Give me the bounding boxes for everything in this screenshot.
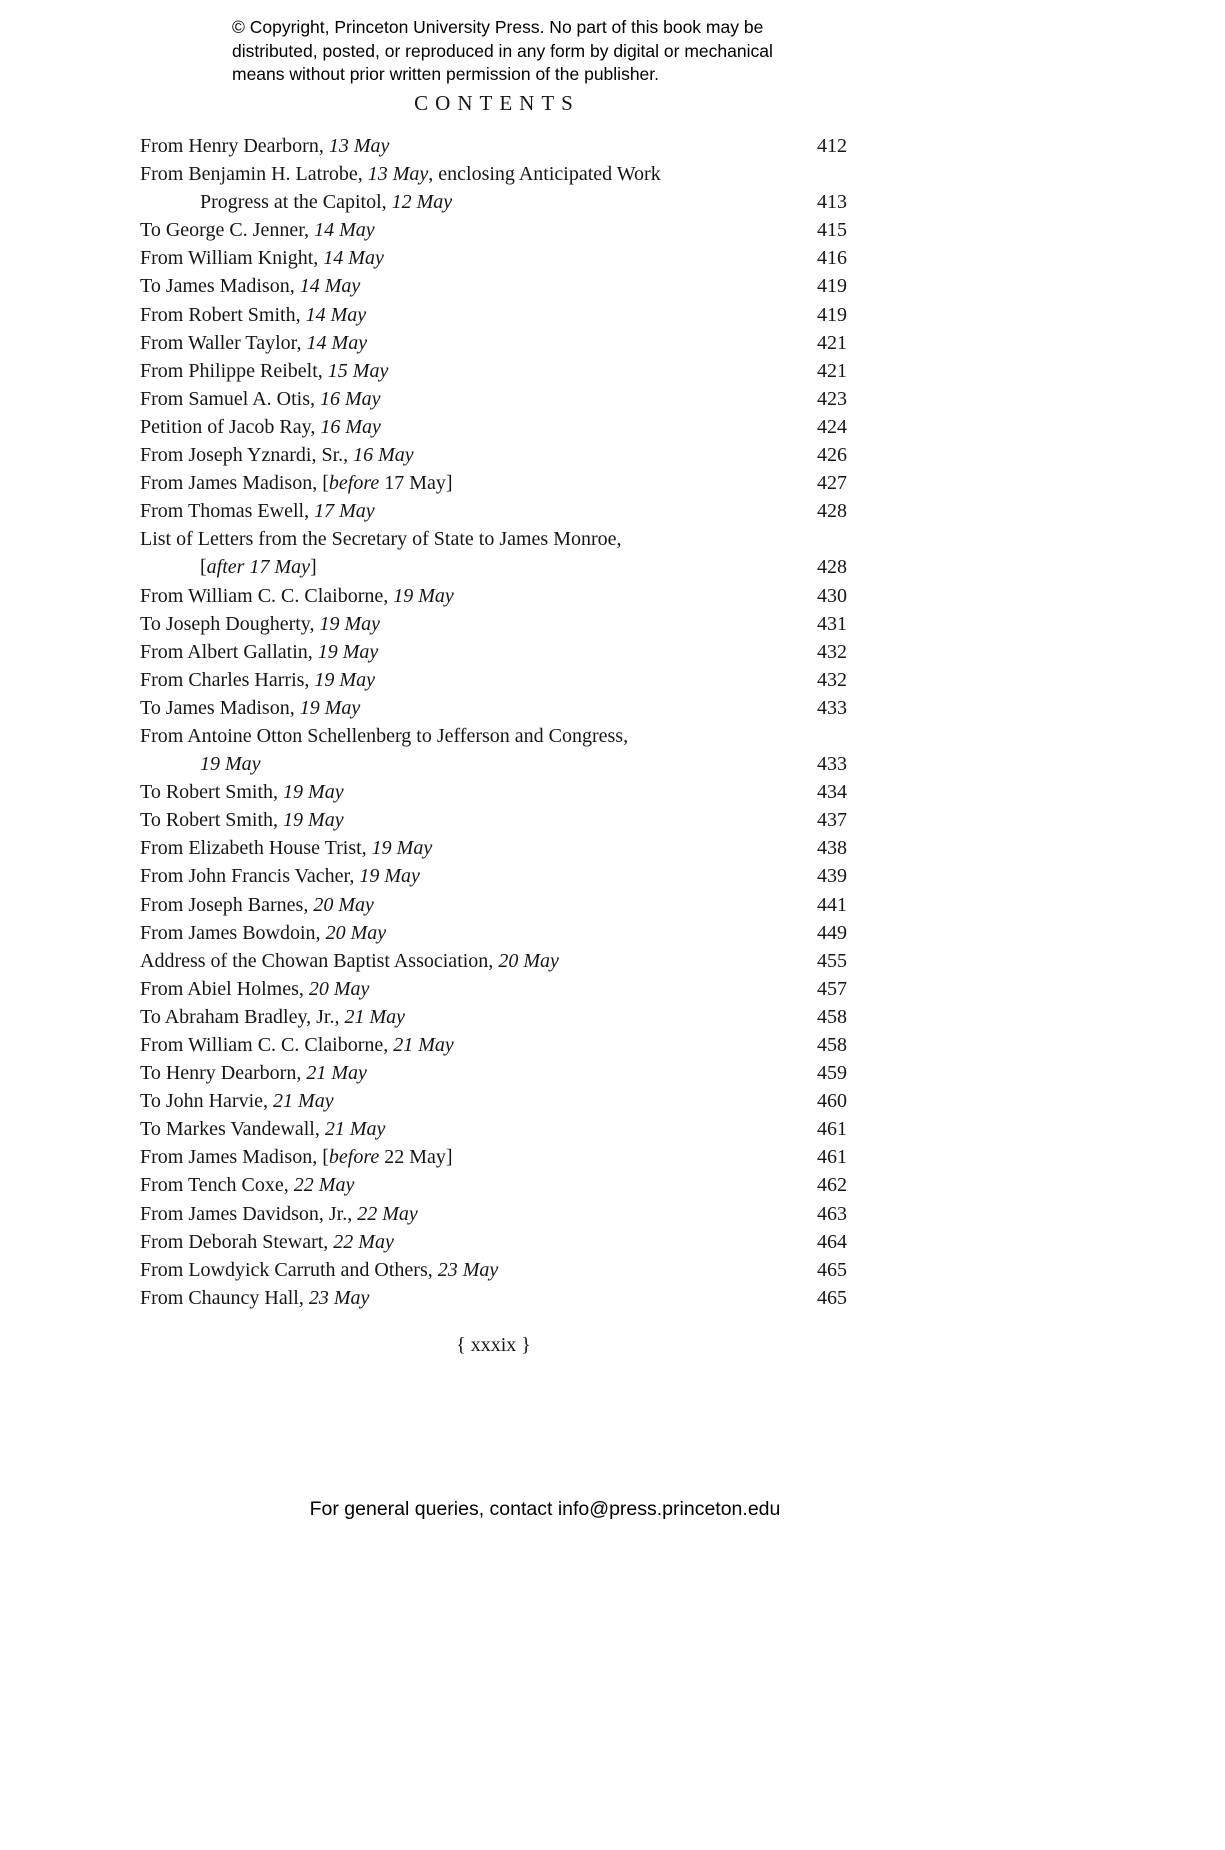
toc-page-number: 463 xyxy=(817,1202,847,1225)
toc-page-number: 419 xyxy=(817,275,847,298)
toc-line xyxy=(140,497,847,525)
toc-line xyxy=(140,301,847,329)
toc-line xyxy=(140,469,847,497)
toc-entry-text: To Robert Smith, 19 May xyxy=(140,781,344,804)
copyright-line: distributed, posted, or reproduced in any form by digital or mechanical xyxy=(232,40,773,61)
toc-entry-text: From Lowdyick Carruth and Others, 23 May xyxy=(140,1258,499,1281)
toc-page-number: 428 xyxy=(817,556,847,579)
toc-page-number: 433 xyxy=(817,696,847,719)
toc-line xyxy=(140,891,847,919)
toc-page-number: 426 xyxy=(817,444,847,467)
toc-page-number: 449 xyxy=(817,921,847,944)
toc-entry-text: To Robert Smith, 19 May xyxy=(140,809,344,832)
toc-page-number: 423 xyxy=(817,387,847,410)
toc-line xyxy=(140,525,847,553)
toc-line xyxy=(140,694,847,722)
toc-page-number: 460 xyxy=(817,1090,847,1113)
toc-line xyxy=(140,610,847,638)
toc-entry-text: To George C. Jenner, 14 May xyxy=(140,219,375,242)
toc-entry-text: From Samuel A. Otis, 16 May xyxy=(140,387,381,410)
toc-line xyxy=(140,357,847,385)
copyright-line: © Copyright, Princeton University Press. No part of this book may be xyxy=(232,17,764,37)
toc-line xyxy=(140,1031,847,1059)
toc-line xyxy=(140,1228,847,1256)
toc-entry-text: To James Madison, 19 May xyxy=(140,696,361,719)
toc-line xyxy=(140,947,847,975)
toc-entry-text: To Markes Vandewall, 21 May xyxy=(140,1118,386,1141)
toc-page-number: 434 xyxy=(817,781,847,804)
toc-line xyxy=(140,975,847,1003)
toc-page-number: 438 xyxy=(817,837,847,860)
toc-entry-text: Address of the Chowan Baptist Association, 20 May xyxy=(140,949,559,972)
contents-title: CONTENTS xyxy=(414,91,580,115)
toc-line xyxy=(140,216,847,244)
toc-page-number: 419 xyxy=(817,303,847,326)
toc-entry-text: Progress at the Capitol, 12 May xyxy=(200,191,453,214)
toc-entry-text: From William C. C. Claiborne, 21 May xyxy=(140,1034,454,1056)
toc-page-number: 461 xyxy=(817,1146,847,1169)
toc-page-number: 461 xyxy=(817,1118,847,1141)
toc-line xyxy=(140,582,847,610)
toc-line xyxy=(140,1003,847,1031)
toc-entry-text: From James Davidson, Jr., 22 May xyxy=(140,1202,418,1225)
toc-page-number: 439 xyxy=(817,865,847,888)
toc-page-number: 458 xyxy=(817,1005,847,1028)
toc-page-number: 437 xyxy=(817,809,847,832)
toc-page-number: 432 xyxy=(817,640,847,663)
toc-entry-text: From James Madison, [before 17 May] xyxy=(140,472,453,495)
toc-line xyxy=(140,1115,847,1143)
toc-line xyxy=(140,1087,847,1115)
toc-line xyxy=(140,1143,847,1171)
toc-page-number: 465 xyxy=(817,1286,847,1309)
toc-page-number: 462 xyxy=(817,1174,847,1197)
toc-entry-text: From Deborah Stewart, 22 May xyxy=(140,1230,394,1253)
toc-page-number: 432 xyxy=(817,668,847,691)
toc-entry-text: From James Bowdoin, 20 May xyxy=(140,921,387,944)
toc-page-number: 428 xyxy=(817,500,847,523)
toc-entry-text: From William Knight, 14 May xyxy=(140,247,384,270)
toc-page-number: 458 xyxy=(817,1034,847,1056)
toc-line xyxy=(140,834,847,862)
toc-entry-text: From Albert Gallatin, 19 May xyxy=(140,640,379,663)
toc-entry-text: From Tench Coxe, 22 May xyxy=(140,1174,355,1197)
toc-line xyxy=(140,750,847,778)
toc-page-number: 415 xyxy=(817,219,847,242)
toc-line xyxy=(140,1200,847,1228)
toc-line xyxy=(140,778,847,806)
toc-line xyxy=(140,160,847,188)
folio-page-number: { xxxix } xyxy=(456,1334,531,1356)
toc-entry-text: To James Madison, 14 May xyxy=(140,275,361,298)
toc-entry-text: From Antoine Otton Schellenberg to Jefferson and Congress, xyxy=(140,724,629,747)
copyright-line: means without prior written permission of the publisher. xyxy=(232,64,660,84)
toc-entry-text: From James Madison, [before 22 May] xyxy=(140,1146,453,1169)
toc-list xyxy=(140,132,847,1312)
toc-line xyxy=(140,1256,847,1284)
copyright-notice xyxy=(232,16,773,87)
toc-entry-text: From Benjamin H. Latrobe, 13 May, enclosing Anticipated Work xyxy=(140,163,661,186)
toc-entry-text: From Waller Taylor, 14 May xyxy=(140,331,368,354)
toc-line xyxy=(140,638,847,666)
toc-entry-text: From John Francis Vacher, 19 May xyxy=(140,865,420,888)
toc-line xyxy=(140,272,847,300)
toc-entry-text: To John Harvie, 21 May xyxy=(140,1090,334,1113)
toc-entry-text: To Joseph Dougherty, 19 May xyxy=(140,612,381,635)
toc-line xyxy=(140,553,847,581)
toc-line xyxy=(140,1284,847,1312)
toc-page-number: 412 xyxy=(817,135,847,157)
toc-page-number: 459 xyxy=(817,1062,847,1085)
toc-line xyxy=(140,385,847,413)
toc-line xyxy=(140,329,847,357)
toc-line xyxy=(140,722,847,750)
toc-line xyxy=(140,244,847,272)
toc-page-number: 421 xyxy=(817,331,847,354)
toc-line xyxy=(140,1171,847,1199)
toc-entry-text: From Charles Harris, 19 May xyxy=(140,668,375,691)
toc-line xyxy=(140,441,847,469)
toc-page-number: 431 xyxy=(817,612,847,635)
toc-page-number: 455 xyxy=(817,949,847,972)
toc-entry-text: To Henry Dearborn, 21 May xyxy=(140,1062,367,1085)
toc-line xyxy=(140,666,847,694)
toc-page-number: 421 xyxy=(817,359,847,382)
toc-line xyxy=(140,132,847,160)
toc-page-number: 430 xyxy=(817,584,847,607)
toc-entry-text: From Joseph Yznardi, Sr., 16 May xyxy=(140,444,414,467)
footer-contact: For general queries, contact info@press.princeton.edu xyxy=(309,1498,781,1520)
toc-entry-text: From Joseph Barnes, 20 May xyxy=(140,893,374,916)
toc-entry-text: Petition of Jacob Ray, 16 May xyxy=(140,415,381,438)
toc-line xyxy=(140,806,847,834)
toc-entry-text: [after 17 May] xyxy=(200,556,317,579)
toc-page-number: 465 xyxy=(817,1258,847,1281)
toc-line xyxy=(140,188,847,216)
toc-entry-text: To Abraham Bradley, Jr., 21 May xyxy=(140,1005,406,1028)
toc-page-number: 424 xyxy=(817,415,847,438)
toc-entry-text: List of Letters from the Secretary of State to James Monroe, xyxy=(140,528,622,551)
toc-entry-text: From Chauncy Hall, 23 May xyxy=(140,1286,370,1309)
toc-entry-text: From Philippe Reibelt, 15 May xyxy=(140,359,389,382)
toc-page-number: 433 xyxy=(817,753,847,776)
toc-line xyxy=(140,1059,847,1087)
toc-line xyxy=(140,862,847,890)
toc-page-number: 457 xyxy=(817,977,847,1000)
toc-page-number: 413 xyxy=(817,191,847,214)
toc-entry-text: 19 May xyxy=(200,753,261,776)
toc-page-number: 427 xyxy=(817,472,847,495)
toc-entry-text: From Henry Dearborn, 13 May xyxy=(140,135,390,157)
toc-entry-text: From Abiel Holmes, 20 May xyxy=(140,977,370,1000)
toc-page-number: 464 xyxy=(817,1230,847,1253)
toc-page-number: 441 xyxy=(817,893,847,916)
toc-entry-text: From Robert Smith, 14 May xyxy=(140,303,367,326)
toc-line xyxy=(140,413,847,441)
toc-entry-text: From William C. C. Claiborne, 19 May xyxy=(140,584,454,607)
toc-page-number: 416 xyxy=(817,247,847,270)
toc-line xyxy=(140,919,847,947)
toc-entry-text: From Thomas Ewell, 17 May xyxy=(140,500,375,523)
toc-entry-text: From Elizabeth House Trist, 19 May xyxy=(140,837,433,860)
